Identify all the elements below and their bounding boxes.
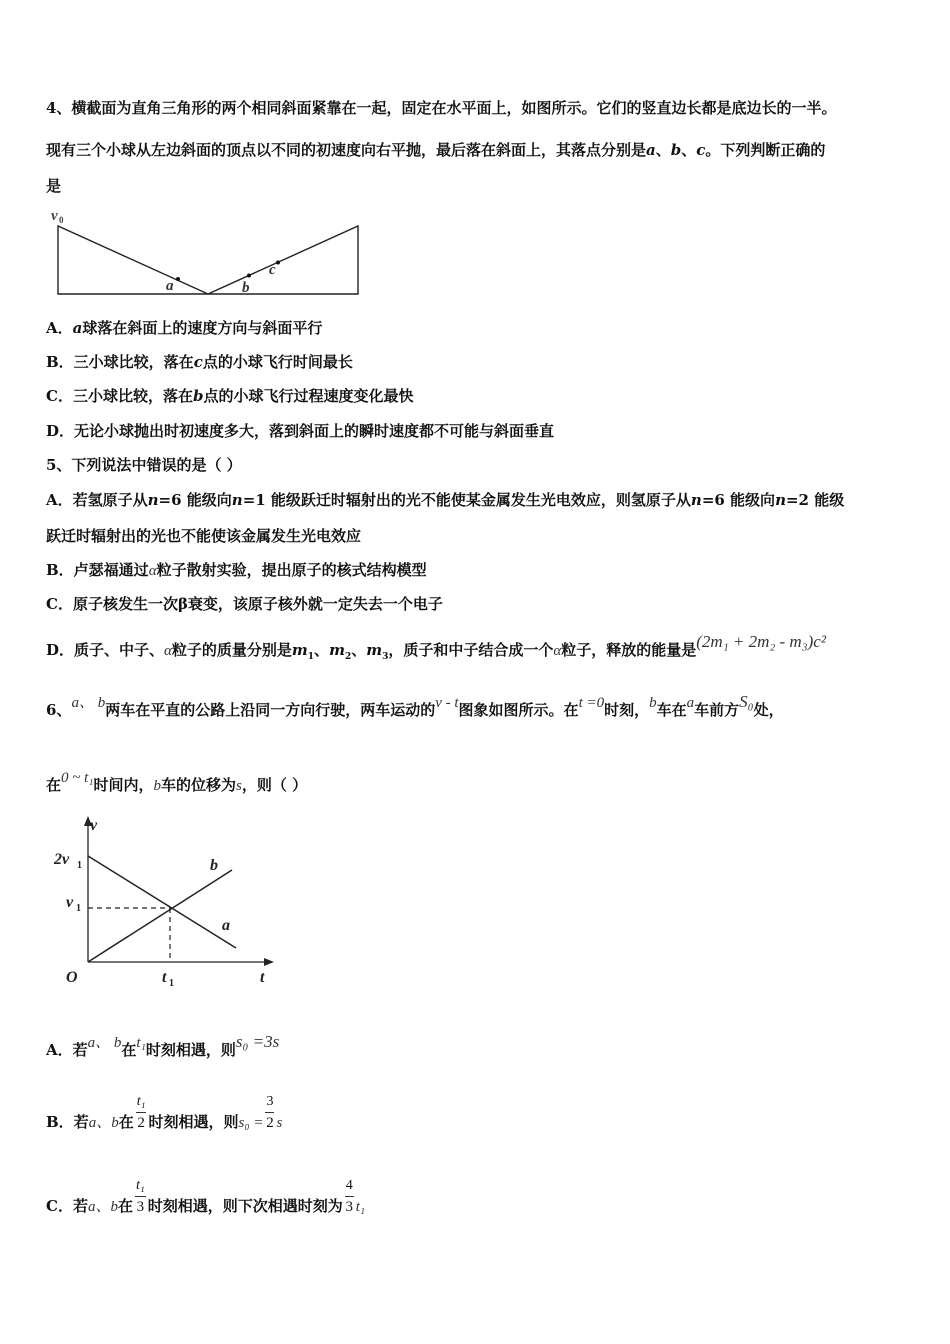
q4-option-d: D．无论小球抛出时初速度多大，落到斜面上的瞬时速度都不可能与斜面垂直 (46, 422, 555, 440)
point-c (276, 261, 280, 265)
q5-option-a-line1: A．若氢原子从n=6 能级向n=1 能级跃迁时辐射出的光不能使某金属发生光电效应，则氢原子从n=6 能级向n=2 能级 (46, 491, 845, 509)
line-b (88, 870, 232, 962)
tick-v1-sub: 1 (76, 903, 81, 914)
q4-option-a: A．a球落在斜面上的速度方向与斜面平行 (46, 319, 323, 337)
v0-label-sub: 0 (59, 215, 64, 225)
label-c: c (269, 262, 276, 278)
point-b (247, 274, 251, 278)
q4-inclines-figure (46, 204, 366, 300)
x-axis-arrow (264, 958, 274, 966)
right-incline (208, 226, 358, 294)
q5-option-b: B．卢瑟福通过α粒子散射实验，提出原子的核式结构模型 (46, 561, 427, 579)
q6-vt-graph (50, 812, 290, 992)
q5-option-a-line2: 跃迁时辐射出的光也不能使该金属发生光电效应 (46, 527, 362, 545)
q5-option-d: D．质子、中子、α粒子的质量分别是$m_1$、$m_2$、$m_3$，质子和中子结合成一个α粒子，释放的能量是(2m₁ + 2m₂ - m₃)c² (46, 632, 826, 662)
q4-option-b: B．三小球比较，落在c点的小球飞行时间最长 (46, 353, 353, 371)
q5-stem: 5、下列说法中错误的是（ ） (46, 456, 242, 474)
fraction-3-over-2: $\frac{3}{2}$ (266, 1093, 274, 1131)
label-a: a (166, 278, 174, 294)
q6-stem-line2: 在0 ~ t₁时间内，b车的位移为s，则（ ） (46, 770, 308, 794)
label-line-b: b (210, 857, 218, 874)
fraction-t1-over-3: $\frac{\text{t₁}}{3}$ (135, 1177, 145, 1215)
y-axis-label: v (90, 817, 98, 834)
origin-label: O (66, 969, 78, 986)
q6-option-a: A．若a、 b在t₁时刻相遇，则s₀ =3s (46, 1032, 280, 1059)
label-line-a: a (222, 917, 230, 934)
q4-stem-line3: 是 (46, 177, 62, 195)
q6-option-c: C．若a、b在 $\frac{\text{t₁}}{3}$ 时刻相遇，则下次相遇时刻为 $\frac{4}{3}$ t₁ (46, 1177, 366, 1215)
fraction-t1-over-2: $\frac{\text{t₁}}{2}$ (136, 1093, 146, 1131)
tick-t1-sub: 1 (169, 978, 174, 989)
q4-option-c: C．三小球比较，落在b点的小球飞行过程速度变化最快 (46, 387, 414, 405)
q5-option-c: C．原子核发生一次β衰变，该原子核外就一定失去一个电子 (46, 595, 443, 613)
label-b: b (242, 280, 250, 296)
tick-t1: t (162, 969, 167, 986)
point-a (176, 277, 180, 281)
tick-2v1: 2v (54, 851, 70, 868)
fraction-4-over-3: $\frac{4}{3}$ (345, 1177, 354, 1215)
x-axis-label: t (260, 969, 265, 986)
left-incline (58, 226, 208, 294)
q4-stem-line1: 4、横截面为直角三角形的两个相同斜面紧靠在一起，固定在水平面上，如图所示。它们的竖直边长都是底边长的一半。 (46, 99, 837, 117)
v0-label: v (51, 208, 58, 224)
q4-stem-line2: 现有三个小球从左边斜面的顶点以不同的初速度向右平抛，最后落在斜面上，其落点分别是a、b、c。下列判断正确的 (46, 141, 826, 159)
q6-stem-line1: 6、a、 b两车在平直的公路上沿同一方向行驶，两车运动的v - t图象如图所示。在t =0时刻，b车在a车前方S₀处， (46, 692, 784, 719)
q6-option-b: B．若a、b在 $\frac{\text{t₁}}{2}$ 时刻相遇，则s₀ = $\frac{3}{2}$ s (46, 1093, 283, 1131)
tick-2v1-sub: 1 (77, 860, 82, 871)
tick-v1: v (66, 894, 74, 911)
